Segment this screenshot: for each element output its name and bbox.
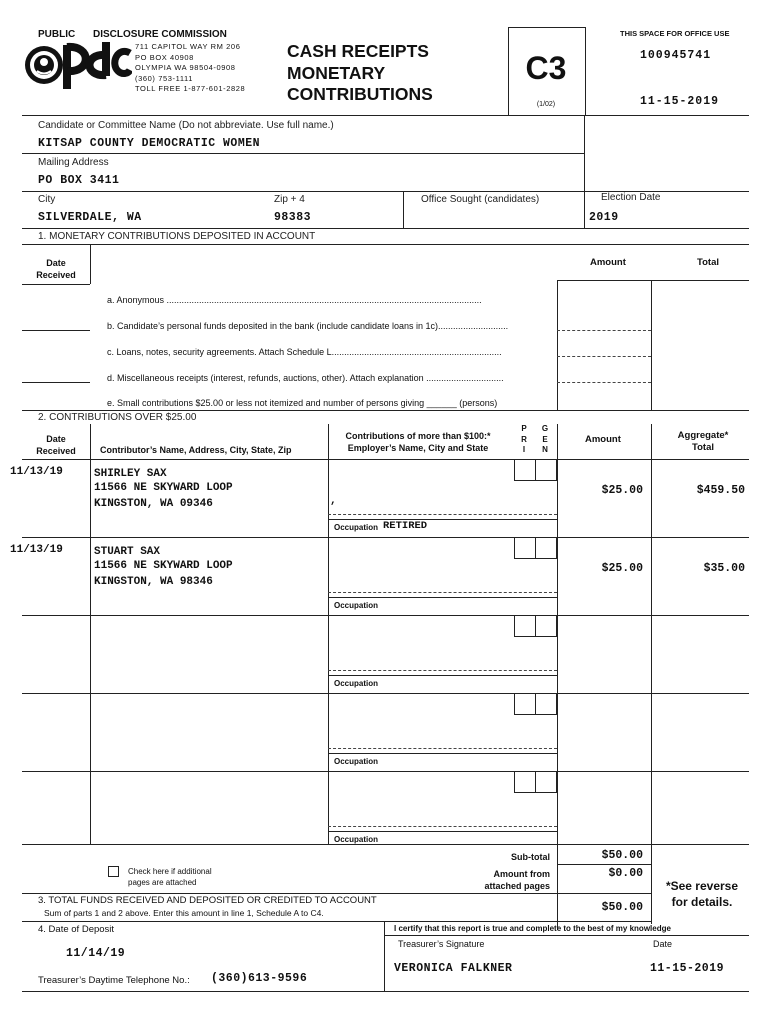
- office-use-label: THIS SPACE FOR OFFICE USE: [620, 29, 730, 38]
- section2-date-header: [22, 433, 90, 457]
- section3-heading: 3. TOTAL FUNDS RECEIVED AND DEPOSITED OR CREDITED TO ACCOUNT: [38, 895, 377, 906]
- election-date: 2019: [589, 211, 619, 224]
- contributor-citystate: KINGSTON, WA 98346: [94, 576, 213, 588]
- form-code: C3: [525, 50, 567, 86]
- header-text: N: [542, 445, 548, 454]
- section2-heading: 2. CONTRIBUTIONS OVER $25.00: [38, 412, 197, 423]
- address-line: TOLL FREE 1-877-601-2828: [135, 84, 246, 93]
- zip-label: Zip + 4: [274, 194, 305, 205]
- mailing-address-label: Mailing Address: [38, 157, 109, 168]
- occupation-label: Occupation: [334, 757, 379, 766]
- election-date-label: Election Date: [601, 192, 661, 203]
- attached-pages-amount: $0.00: [608, 867, 643, 880]
- address-line: OLYMPIA WA 98504-0908: [135, 63, 236, 72]
- label-text: Check here if additional: [128, 867, 212, 876]
- agency-name-left: PUBLIC: [38, 29, 76, 40]
- header-text: Received: [36, 270, 76, 280]
- office-id: 100945741: [640, 49, 712, 62]
- total-funds-amount: $50.00: [601, 901, 643, 914]
- section1-date-header: [22, 257, 90, 281]
- additional-pages-checkbox[interactable]: [108, 866, 119, 877]
- section1-total-header: Total: [697, 257, 719, 268]
- header-text: Total: [692, 442, 714, 453]
- occupation-label: Occupation: [334, 679, 379, 688]
- header-text: Aggregate*: [677, 430, 729, 441]
- city: SILVERDALE, WA: [38, 211, 142, 224]
- primary-checkbox[interactable]: [514, 693, 536, 715]
- address-line: 711 CAPITOL WAY RM 206: [135, 42, 241, 51]
- section1-line-a: a. Anonymous ..............................................................................................................................: [107, 295, 482, 305]
- occupation-label: Occupation: [334, 835, 379, 844]
- contributor-header: Contributor’s Name, Address, City, State, Zip: [100, 445, 292, 455]
- primary-checkbox[interactable]: [514, 537, 536, 559]
- employer-header: [330, 430, 506, 454]
- contribution-date: 11/13/19: [10, 544, 63, 556]
- header-text: I: [522, 445, 526, 454]
- header-text: R: [521, 434, 527, 444]
- header-text: Employer’s Name, City and State: [347, 443, 489, 453]
- see-reverse-note: [655, 878, 749, 910]
- phone-label: Treasurer’s Daytime Telephone No.:: [38, 975, 190, 986]
- agency-address: [135, 42, 245, 95]
- aggregate-header: [660, 430, 746, 454]
- occupation-label: Occupation: [334, 523, 379, 532]
- occupation-label: Occupation: [334, 601, 379, 610]
- phone-number: (360)613-9596: [211, 972, 308, 985]
- zip: 98383: [274, 211, 312, 224]
- form-title: [287, 41, 433, 106]
- section1-line-d: d. Miscellaneous receipts (interest, refunds, auctions, other). Attach explanation ...............................: [107, 373, 504, 383]
- city-label: City: [38, 194, 56, 205]
- agency-name-right: DISCLOSURE COMMISSION: [93, 29, 227, 40]
- deposit-date: 11/14/19: [66, 947, 126, 960]
- signature-date: 11-15-2019: [650, 962, 725, 975]
- aggregate-total: $35.00: [703, 562, 745, 575]
- header-text: G: [541, 424, 549, 433]
- contribution-amount: $25.00: [601, 484, 643, 497]
- header-text: Date: [46, 258, 66, 268]
- subtotal-amount: $50.00: [601, 849, 643, 862]
- label-text: pages are attached: [128, 877, 197, 887]
- label-text: attached pages: [484, 881, 550, 891]
- primary-checkbox[interactable]: [514, 615, 536, 637]
- note-text: *See reverse: [665, 879, 739, 893]
- header-text: P: [521, 424, 527, 433]
- primary-checkbox[interactable]: [514, 771, 536, 793]
- contribution-amount: $25.00: [601, 562, 643, 575]
- certify-statement: I certify that this report is true and complete to the best of my knowledge: [394, 924, 671, 933]
- mailing-address: PO BOX 3411: [38, 174, 120, 187]
- note-text: for details.: [671, 895, 733, 909]
- header-text: Date: [46, 434, 66, 444]
- deposit-date-label: 4. Date of Deposit: [38, 924, 115, 935]
- office-sought-label: Office Sought (candidates): [421, 194, 540, 205]
- section3-instructions: Sum of parts 1 and 2 above. Enter this amount in line 1, Schedule A to C4.: [44, 908, 324, 918]
- candidate-name: KITSAP COUNTY DEMOCRATIC WOMEN: [38, 137, 261, 150]
- section2-amount-header: Amount: [585, 434, 621, 445]
- contributor-name: STUART SAX: [94, 546, 161, 558]
- primary-checkbox[interactable]: [514, 459, 536, 481]
- occupation-value: RETIRED: [383, 520, 428, 532]
- signature-label: Treasurer’s Signature: [398, 939, 485, 949]
- additional-pages-label: [128, 867, 212, 888]
- general-checkbox[interactable]: [535, 537, 557, 559]
- general-checkbox[interactable]: [535, 459, 557, 481]
- treasurer-signature: VERONICA FALKNER: [394, 962, 513, 975]
- candidate-name-label: Candidate or Committee Name (Do not abbreviate. Use full name.): [38, 120, 334, 131]
- office-date: 11-15-2019: [640, 95, 720, 108]
- aggregate-total: $459.50: [696, 484, 745, 497]
- employer-value: ,: [330, 495, 337, 507]
- section1-line-c: c. Loans, notes, security agreements. Attach Schedule L....................................................................: [107, 347, 502, 357]
- title-line: CONTRIBUTIONS: [287, 84, 433, 104]
- pdc-logo: [22, 41, 132, 91]
- section1-amount-header: Amount: [590, 257, 626, 268]
- general-checkbox[interactable]: [535, 615, 557, 637]
- contribution-date: 11/13/19: [10, 466, 63, 478]
- contributor-address: 11566 NE SKYWARD LOOP: [94, 482, 233, 494]
- section1-heading: 1. MONETARY CONTRIBUTIONS DEPOSITED IN ACCOUNT: [38, 231, 316, 242]
- address-line: PO BOX 40908: [135, 52, 194, 62]
- address-line: (360) 753-1111: [135, 73, 194, 83]
- general-checkbox[interactable]: [535, 771, 557, 793]
- section1-line-e: e. Small contributions $25.00 or less not itemized and number of persons giving ______ (persons): [107, 398, 498, 408]
- gen-header: [538, 424, 552, 456]
- header-text: Received: [36, 446, 76, 456]
- attached-pages-label: [450, 868, 550, 892]
- pri-header: [517, 424, 531, 456]
- contributor-citystate: KINGSTON, WA 09346: [94, 498, 213, 510]
- signature-date-label: Date: [653, 939, 673, 949]
- contributor-address: 11566 NE SKYWARD LOOP: [94, 560, 233, 572]
- title-line: MONETARY: [287, 62, 386, 83]
- subtotal-label: Sub-total: [511, 852, 550, 862]
- header-text: E: [542, 434, 548, 444]
- contributor-name: SHIRLEY SAX: [94, 468, 167, 480]
- header-text: Contributions of more than $100:*: [345, 431, 491, 441]
- title-line: CASH RECEIPTS: [287, 41, 429, 61]
- label-text: Amount from: [493, 869, 550, 879]
- general-checkbox[interactable]: [535, 693, 557, 715]
- form-revision: (1/02): [536, 101, 556, 108]
- section1-line-b: b. Candidate’s personal funds deposited in the bank (include candidate loans in 1c)............................: [107, 321, 509, 331]
